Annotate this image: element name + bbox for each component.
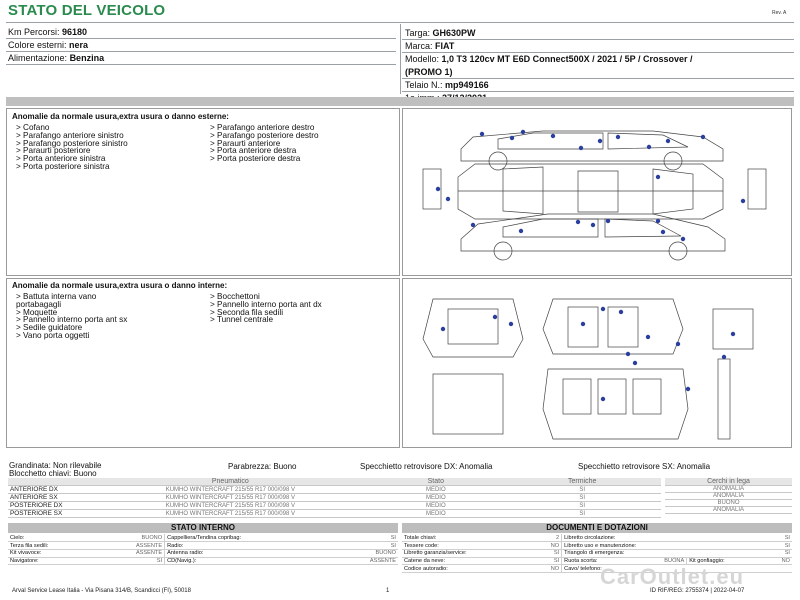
blocchetto-text: Blocchetto chiavi: Buono [9,469,97,478]
chassis-row: Telaio N.: mp949166 [405,80,489,90]
internal-damage-list-2 [210,293,322,324]
list-item: > Seconda fila sedili [210,307,284,317]
table-row [8,502,661,510]
internal-diagram-panel [402,278,792,448]
tyre-winter: SI [503,486,661,494]
cell-value: BUONO [99,534,165,542]
info-row-line [402,91,794,92]
info-row-line [6,51,396,52]
tyre-status: MEDIO [368,494,503,502]
cell-label: Totale chiavi: [402,534,536,542]
list-item: > Bocchettoni [210,292,260,301]
table-row [8,557,398,565]
cell-value: BUONA [638,557,687,565]
alloy-status: ANOMALIA [665,493,792,500]
cell-value: ASSENTE [99,542,165,550]
external-damage-list-1 [16,124,128,171]
table-row [665,507,792,514]
tyre-position: ANTERIORE SX [8,494,92,502]
cell-value: SI [536,549,562,557]
tyre-model: KUMHO WINTERCRAFT 215/55 R17 000/098 V [92,502,368,510]
list-item: > Sedile guidatore [16,323,83,333]
cell-label: CD(Navig.): [165,557,334,565]
color-row: Colore esterni: nera [8,40,89,50]
cell-label: Kit gonfiaggio: [687,557,767,565]
cell-label: Codice autoradio: [402,565,536,573]
list-item: > Paraurti posteriore [16,146,91,156]
tyre-status: MEDIO [368,486,503,494]
page-title: STATO DEL VEICOLO [8,2,166,19]
alloy-table [665,478,792,514]
cell-value: ASSENTE [99,549,165,557]
car-exterior-diagram [403,109,791,275]
cell-value: SI [767,549,792,557]
cell-label: Libretto garanzia/service: [402,549,536,557]
info-row-line [402,52,794,53]
info-row-line [402,78,794,79]
cell-label: Ruota scorta: [562,557,638,565]
cell-label: Cielo: [8,534,99,542]
tyres-table [8,478,661,518]
alloy-status: ANOMALIA [665,507,792,514]
cell-value: SI [99,557,165,565]
tyre-winter: SI [503,502,661,510]
cell-value: SI [536,557,562,565]
list-item: > Parafango anteriore sinistro [16,130,124,140]
cell-value: BUONO [333,549,398,557]
tyre-position: ANTERIORE DX [8,486,92,494]
table-row [8,542,398,550]
cell-label: Catene da neve: [402,557,536,565]
cell-label: Radio: [165,542,334,550]
cell-value: 2 [536,534,562,542]
alloy-header: Cerchi in lega [665,478,792,486]
mirror-right-status: Specchietto retrovisore DX: Anomalia [360,462,493,471]
cell-value: NO [536,565,562,573]
cell-value: SI [767,534,792,542]
list-item: > Tunnel centrale [210,315,274,325]
km-row: Km Percorsi: 96180 [8,27,88,37]
cell-label: Antenna radio: [165,549,334,557]
section-bar [6,97,794,106]
tyre-header-position [8,478,92,486]
table-row [665,493,792,500]
tyre-winter: SI [503,494,661,502]
model-row: Modello: 1,0 T3 120cv MT E6D Connect500X / 2021 / 5P / Crossover / [405,54,693,64]
list-item: > Parafango anteriore destro [210,123,315,132]
internal-damage-list-1 [16,293,127,340]
cell-label: Navigatore: [8,557,99,565]
table-row [402,534,792,542]
tyre-model: KUMHO WINTERCRAFT 215/55 R17 000/098 V [92,510,368,518]
table-row [8,486,661,494]
external-damage-list-2 [210,124,319,163]
cell-label: Libretto circolazione: [562,534,767,542]
tyre-position: POSTERIORE SX [8,510,92,518]
table-row [665,500,792,507]
info-row-line [6,64,396,65]
tyre-header-winter: Termiche [503,478,661,486]
interior-status-header: STATO INTERNO [8,523,398,533]
mirror-left-status: Specchietto retrovisore SX: Anomalia [578,462,711,471]
interior-status-table [8,534,398,565]
list-item: > Battuta interna vano [16,292,97,301]
title-divider [6,22,794,23]
vehicle-info-left [8,26,104,65]
watermark-logo: CarOutlet.eu [600,564,745,589]
tyre-model: KUMHO WINTERCRAFT 215/55 R17 000/098 V [92,494,368,502]
alloy-status: ANOMALIA [665,486,792,493]
brand-row: Marca: FIAT [405,41,455,51]
model-row-cont: (PROMO 1) [405,67,453,77]
list-item: > Cofano [16,123,50,132]
list-item: > Pannello interno porta ant sx [16,315,128,325]
list-item: > Pannello interno porta ant dx [210,299,322,309]
documents-header: DOCUMENTI E DOTAZIONI [402,523,792,533]
car-interior-diagram [403,279,791,447]
cell-label: Cappelliera/Tendina copribag: [165,534,334,542]
list-item: > Parafango posteriore destro [210,130,319,140]
cell-value: SI [333,542,398,550]
table-row [8,494,661,502]
tyre-status: MEDIO [368,502,503,510]
tyre-status: MEDIO [368,510,503,518]
cell-label: Triangolo di emergenza: [562,549,767,557]
alloy-status: BUONO [665,500,792,507]
list-item: > Porta anteriore sinistra [16,154,106,164]
table-row [8,510,661,518]
table-row [665,486,792,493]
cell-value: ASSENTE [333,557,398,565]
info-column-divider [400,24,401,94]
cell-value: NO [767,557,792,565]
table-row [402,549,792,557]
cell-value: SI [767,542,792,550]
list-item: > Porta anteriore destra [210,146,297,156]
revision-label: Rev. A [772,10,787,16]
cell-value: NO [536,542,562,550]
list-item: > Vano porta oggetti [16,330,90,340]
external-diagram-panel [402,108,792,276]
external-damage-title: Anomalie da normale usura,extra usura o danno esterne: [12,112,229,121]
tyre-winter: SI [503,510,661,518]
info-row-line [6,38,396,39]
footer-address: Arval Service Lease Italia - Via Pisana 314/B, Scandicci (FI), 50018 [12,588,191,594]
list-item: > Moquette [16,307,58,317]
tyre-position: POSTERIORE DX [8,502,92,510]
plate-row: Targa: GH630PW [405,28,476,38]
footer-reference: ID RIF/REG: 2755374 | 2022-04-07 [650,588,745,594]
tyre-header-status: Stato [368,478,503,486]
list-item: > Paraurti anteriore [210,138,281,148]
info-row-line [402,39,794,40]
list-item: > Porta posteriore destra [210,154,301,164]
hail-status [9,462,102,478]
grandinata-text: Grandinata: Non rilevabile [9,461,102,470]
table-row [402,542,792,550]
fuel-row: Alimentazione: Benzina [8,53,105,63]
cell-label: Terza fila sedili: [8,542,99,550]
list-item: portabagagli [16,299,62,309]
cell-value: SI [333,534,398,542]
cell-label: Tessere code: [402,542,536,550]
windshield-status: Parabrezza: Buono [228,462,297,471]
cell-label: Cavo/ telefono: [562,565,767,573]
footer-page-number: 1 [386,588,390,594]
list-item: > Porta posteriore sinistra [16,161,110,171]
cell-label: Libretto uso e manutenzione: [562,542,767,550]
list-item: > Parafango posteriore sinistro [16,138,128,148]
cell-value [767,565,792,573]
tyre-header-model: Pneumatico [92,478,368,486]
cell-label: Kit vivavoce: [8,549,99,557]
table-row [8,534,398,542]
tyre-model: KUMHO WINTERCRAFT 215/55 R17 000/098 V [92,486,368,494]
table-row [8,549,398,557]
internal-damage-title: Anomalie da normale usura,extra usura o danno interne: [12,281,228,290]
